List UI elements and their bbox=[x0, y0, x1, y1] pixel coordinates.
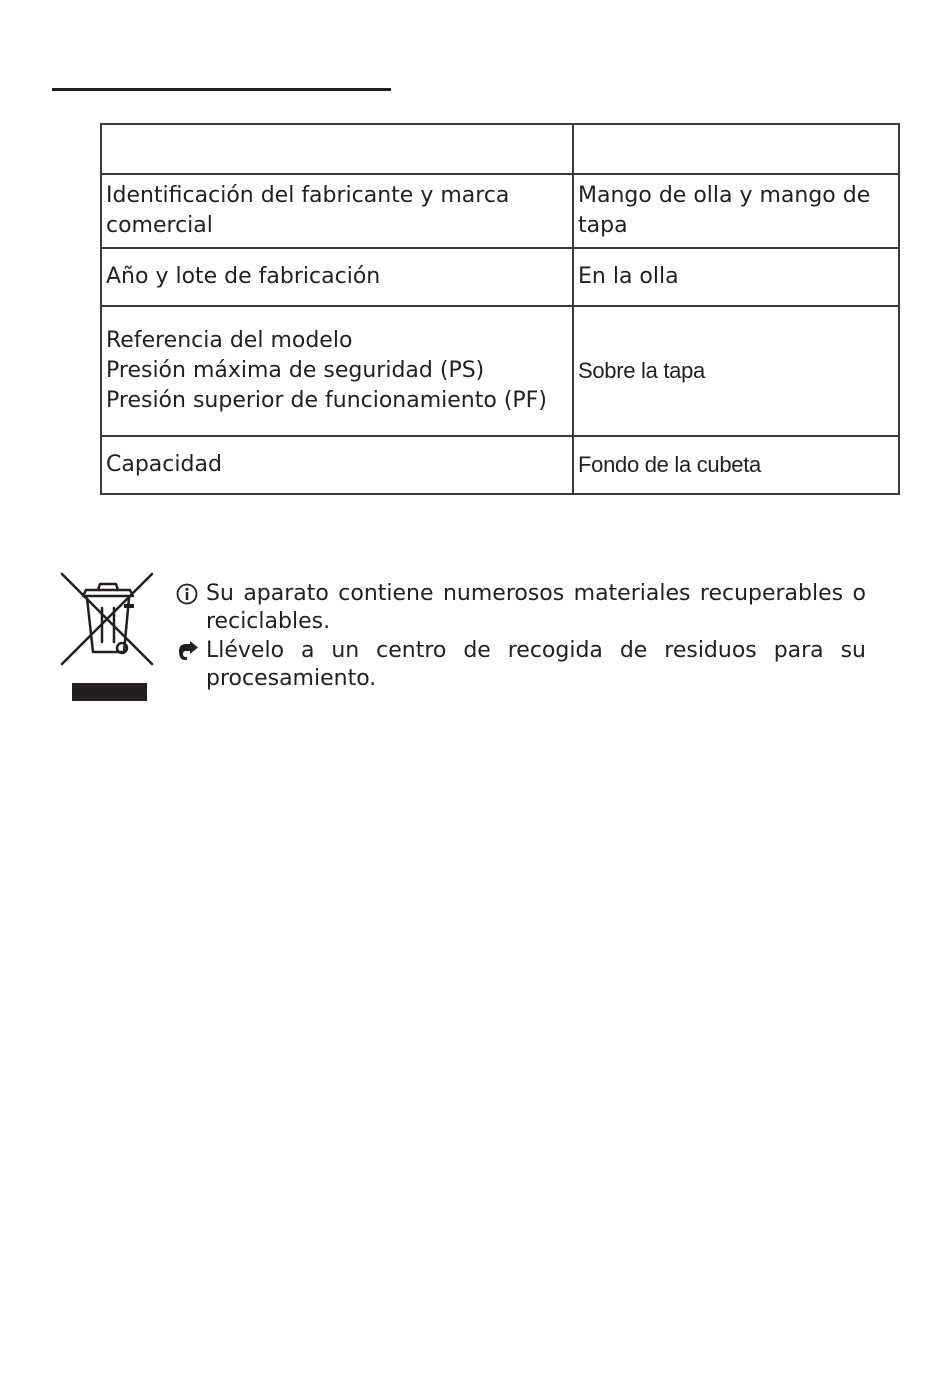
cell-line: En la olla bbox=[578, 264, 679, 289]
table-header-cell bbox=[573, 124, 899, 174]
marking-label-cell bbox=[101, 306, 573, 436]
cell-line: Referencia del modelo bbox=[106, 328, 353, 353]
recycling-note bbox=[176, 637, 866, 693]
marking-label-cell bbox=[101, 248, 573, 306]
table-row bbox=[101, 436, 899, 494]
recycling-note bbox=[176, 580, 866, 636]
cell-line: Sobre la tapa bbox=[578, 358, 705, 383]
cell-line: tapa bbox=[578, 213, 628, 238]
table-header-cell bbox=[101, 124, 573, 174]
cell-line: Identificación del fabricante y marca bbox=[106, 183, 510, 208]
section-title-underline bbox=[52, 88, 391, 91]
cell-line: Presión máxima de seguridad (PS) bbox=[106, 358, 485, 383]
marking-location-cell bbox=[573, 436, 899, 494]
markings-table bbox=[100, 123, 900, 495]
cell-line: Año y lote de fabricación bbox=[106, 264, 381, 289]
cell-line: Fondo de la cubeta bbox=[578, 452, 761, 477]
marking-label-cell bbox=[101, 436, 573, 494]
table-row bbox=[101, 306, 899, 436]
table-row bbox=[101, 174, 899, 248]
marking-location-cell bbox=[573, 248, 899, 306]
note-text: Llévelo a un centro de recogida de residuos para su procesamiento. bbox=[206, 638, 866, 691]
crossed-out-wheelie-bin-icon bbox=[58, 570, 158, 705]
cell-line: Presión superior de funcionamiento (PF) bbox=[106, 388, 547, 413]
cell-line: comercial bbox=[106, 213, 213, 238]
cell-line: Capacidad bbox=[106, 452, 222, 477]
info-icon bbox=[176, 580, 206, 608]
table-row bbox=[101, 248, 899, 306]
marking-location-cell bbox=[573, 174, 899, 248]
marking-label-cell bbox=[101, 174, 573, 248]
cell-line: Mango de olla y mango de bbox=[578, 183, 871, 208]
marking-location-cell bbox=[573, 306, 899, 436]
note-text: Su aparato contiene numerosos materiales recuperables o reciclables. bbox=[206, 581, 866, 634]
table-header-row bbox=[101, 124, 899, 174]
recycling-notes bbox=[176, 580, 866, 693]
arrow-right-icon bbox=[176, 637, 206, 665]
